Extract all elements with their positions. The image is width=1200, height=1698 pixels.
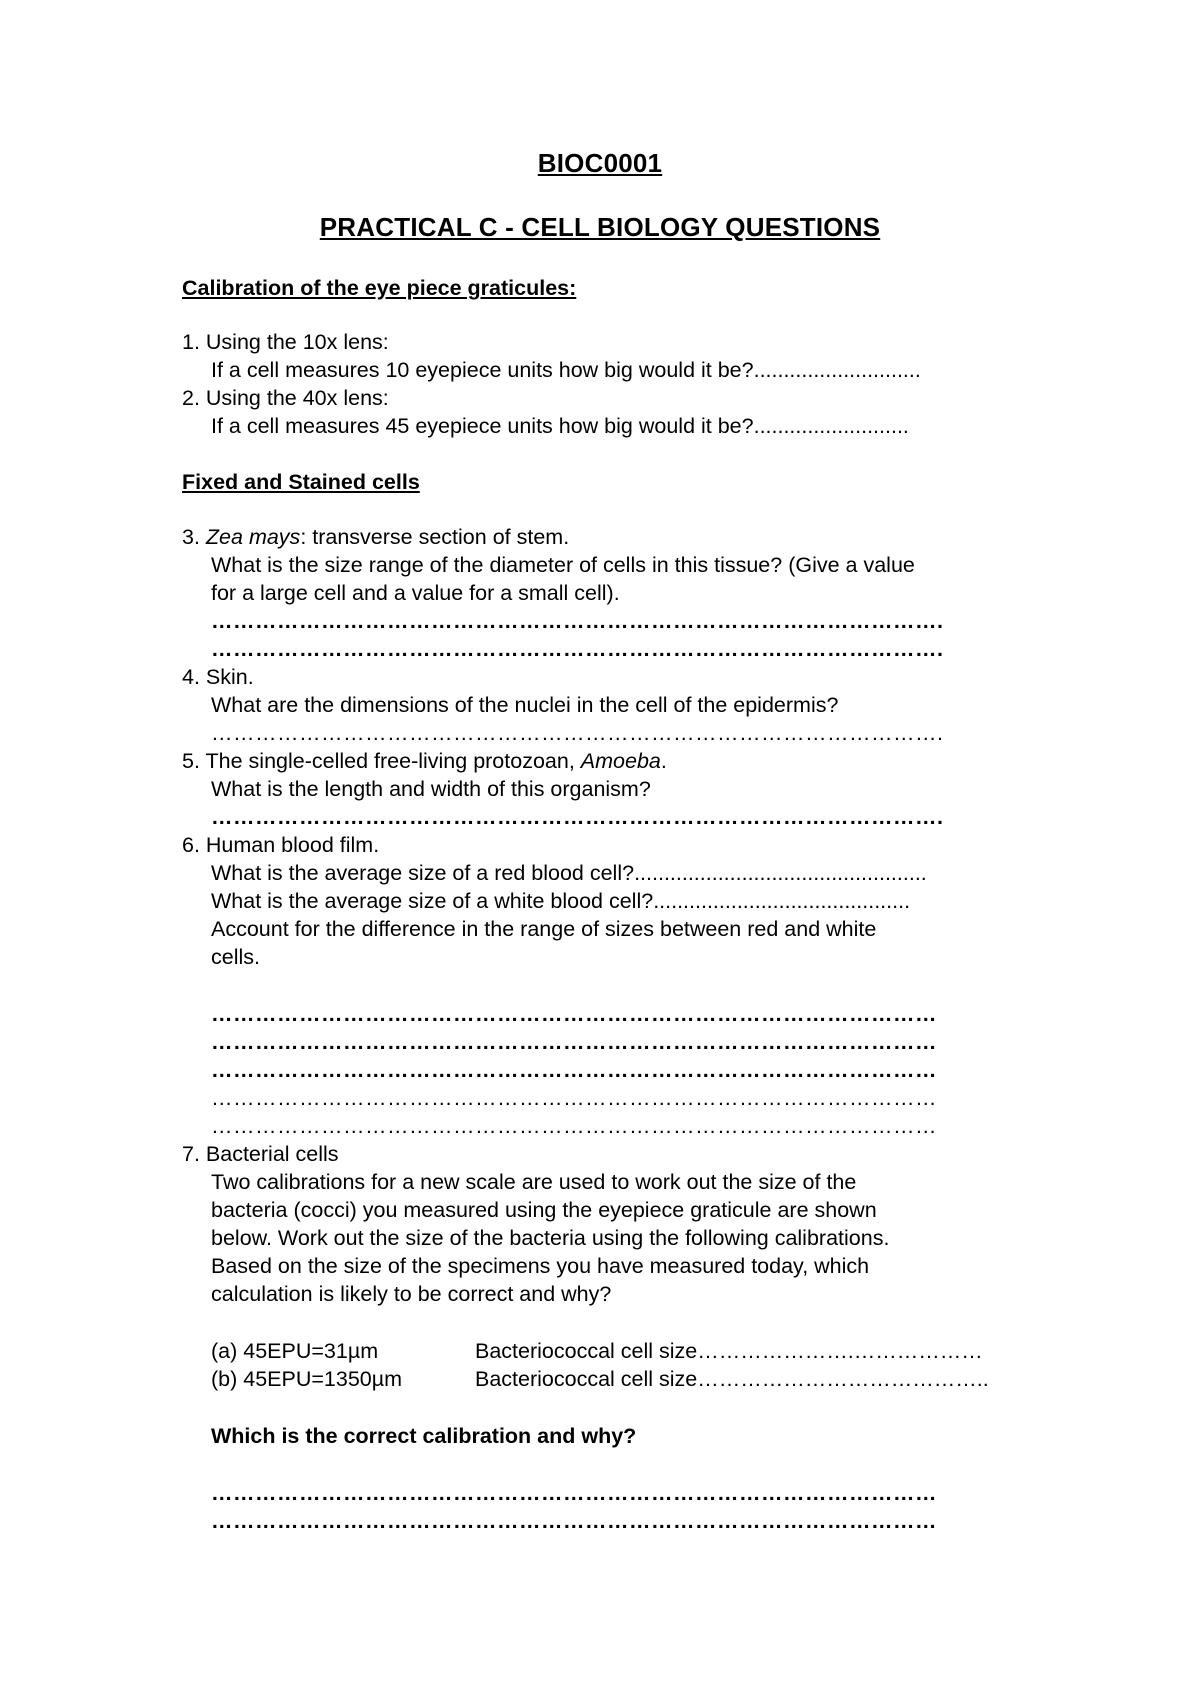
q2-text: If a cell measures 45 eyepiece units how big would it be?.......................... <box>211 414 909 438</box>
q3-label <box>182 523 569 551</box>
q6-line-4: cells. <box>211 945 260 969</box>
q7-text-line: Based on the size of the specimens you have measured today, which <box>211 1254 870 1278</box>
section-heading-calibration: Calibration of the eye piece graticules: <box>182 276 577 300</box>
q7-text-line: below. Work out the size of the bacteria using the following calibrations. <box>211 1226 890 1250</box>
q6-answer-line[interactable]: ……………………………………………………………………………………… <box>211 1058 937 1082</box>
q3-line-2: for a large cell and a value for a small cell). <box>211 581 620 605</box>
section-heading-fixed-stained: Fixed and Stained cells <box>182 470 420 494</box>
q6-line-3: Account for the difference in the range of sizes between red and white <box>211 917 877 941</box>
q5-organism: Amoeba <box>580 749 661 773</box>
q3-species: Zea mays <box>205 525 301 549</box>
q6-line-2: What is the average size of a white blood cell?........................................... <box>211 889 911 913</box>
q6-answer-line[interactable]: ……………………………………………………………………………………… <box>211 1086 937 1110</box>
course-code: BIOC0001 <box>537 148 663 178</box>
q3-label-rest: : transverse section of stem. <box>300 525 570 549</box>
calibration-result-a[interactable]: Bacteriococcal cell size………………….……………… <box>475 1339 983 1363</box>
q7-text-line: calculation is likely to be correct and why? <box>211 1282 612 1306</box>
q6-answer-line[interactable]: ……………………………………………………………………………………… <box>211 1030 937 1054</box>
q1-label: 1. Using the 10x lens: <box>182 330 389 354</box>
q1-text: If a cell measures 10 eyepiece units how big would it be?............................ <box>211 358 921 382</box>
page-title: PRACTICAL C - CELL BIOLOGY QUESTIONS <box>319 212 881 242</box>
q6-answer-line[interactable]: ……………………………………………………………………………………… <box>211 1114 937 1138</box>
q7-question: Which is the correct calibration and why? <box>211 1424 637 1448</box>
q5-line-1: What is the length and width of this organism? <box>211 777 651 801</box>
q2-label: 2. Using the 40x lens: <box>182 386 389 410</box>
q6-label: 6. Human blood film. <box>182 833 380 857</box>
q4-label: 4. Skin. <box>182 665 254 689</box>
q4-answer-line-1[interactable]: ………………………………………………………………………………………. <box>211 721 944 745</box>
calibration-option-b: (b) 45EPU=1350µm <box>211 1367 403 1391</box>
q7-text-line: Two calibrations for a new scale are used to work out the size of the <box>211 1170 857 1194</box>
q4-line-1: What are the dimensions of the nuclei in the cell of the epidermis? <box>211 693 839 717</box>
q3-line-1: What is the size range of the diameter of cells in this tissue? (Give a value <box>211 553 915 577</box>
q7-answer-line[interactable]: ……………………………………………………………………………………… <box>211 1509 937 1533</box>
q3-number: 3. <box>182 525 200 549</box>
q5-label-before: 5. The single-celled free-living protozoan, <box>182 749 581 773</box>
q3-answer-line-1[interactable]: ………………………………………………………………………………………. <box>211 609 944 633</box>
calibration-option-a: (a) 45EPU=31µm <box>211 1339 379 1363</box>
q3-answer-line-2[interactable]: ………………………………………………………………………………………. <box>211 637 944 661</box>
q7-text-line: bacteria (cocci) you measured using the eyepiece graticule are shown <box>211 1198 877 1222</box>
q6-line-1: What is the average size of a red blood cell?................................................. <box>211 861 927 885</box>
calibration-result-b[interactable]: Bacteriococcal cell size………………………………….. <box>475 1367 989 1391</box>
q6-answer-line[interactable]: ……………………………………………………………………………………… <box>211 1002 937 1026</box>
q7-label: 7. Bacterial cells <box>182 1142 339 1166</box>
q5-answer-line-1[interactable]: ………………………………………………………………………………………. <box>211 805 944 829</box>
q7-answer-line[interactable]: ……………………………………………………………………………………… <box>211 1481 937 1505</box>
q5-label-after: . <box>660 749 667 773</box>
q5-label <box>182 747 667 775</box>
